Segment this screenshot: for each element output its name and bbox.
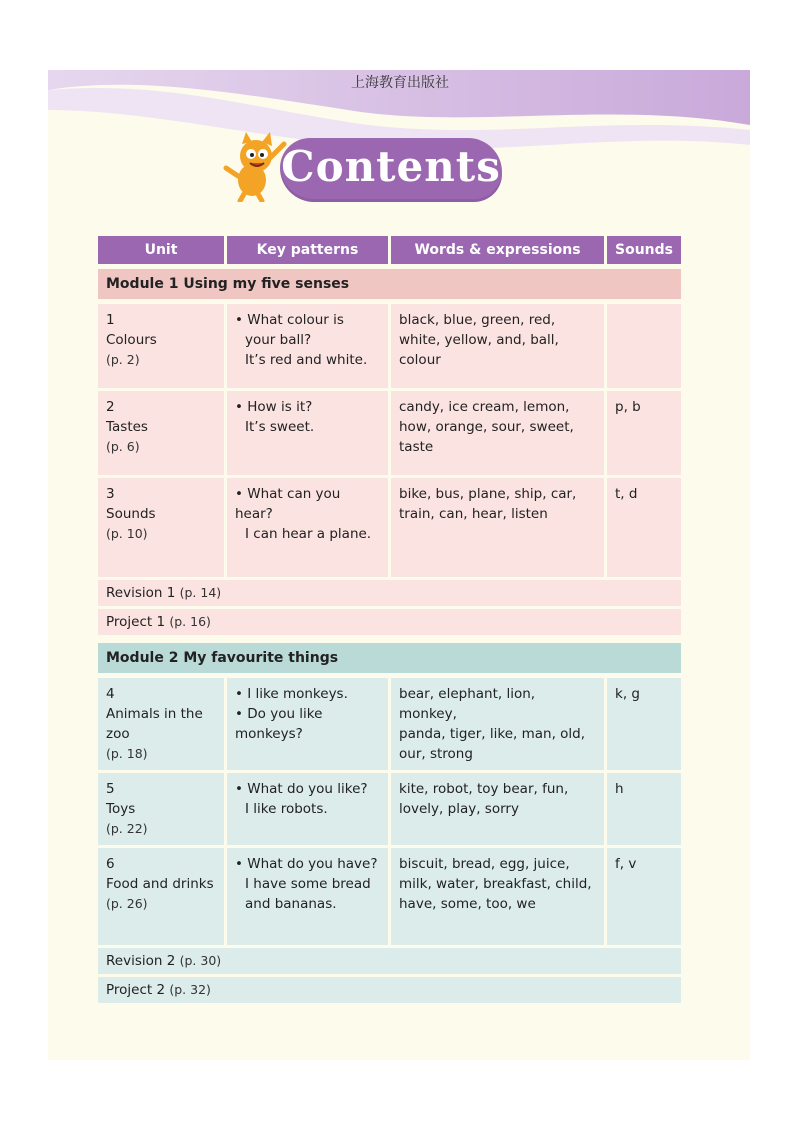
words-line: how, orange, sour, sweet,	[399, 419, 574, 435]
words-line: our, strong	[399, 746, 473, 762]
words-cell	[391, 304, 607, 391]
table-row	[98, 848, 681, 948]
project-row	[98, 609, 681, 638]
revision-label: Revision 2	[106, 953, 176, 969]
table-row	[98, 773, 681, 848]
unit-cell	[98, 773, 227, 848]
unit-number: 2	[106, 399, 115, 415]
revision-entry	[98, 580, 681, 609]
project-row	[98, 977, 681, 1006]
unit-cell	[98, 391, 227, 478]
sounds-cell: k, g	[607, 678, 681, 773]
unit-number: 3	[106, 486, 115, 502]
project-entry	[98, 977, 681, 1006]
pattern-line: • Do you like monkeys?	[235, 706, 323, 742]
pattern-line: I can hear a plane.	[245, 526, 372, 542]
unit-page: (p. 2)	[106, 352, 140, 367]
column-header-key-patterns: Key patterns	[227, 236, 391, 264]
table-row	[98, 304, 681, 391]
revision-page: (p. 30)	[179, 953, 222, 968]
unit-number: 6	[106, 856, 115, 872]
unit-cell	[98, 848, 227, 948]
words-line: bear, elephant, lion, monkey,	[399, 686, 536, 722]
unit-name: Colours	[106, 332, 157, 348]
words-cell	[391, 391, 607, 478]
unit-page: (p. 6)	[106, 439, 140, 454]
words-line: bike, bus, plane, ship, car,	[399, 486, 577, 502]
page-title: Contents	[281, 142, 501, 191]
pattern-line: It’s red and white.	[245, 352, 368, 368]
pattern-line: • What do you have?	[235, 856, 378, 872]
unit-name: Toys	[106, 801, 136, 817]
key-patterns-cell	[227, 391, 391, 478]
key-patterns-cell	[227, 773, 391, 848]
column-header-words: Words & expressions	[391, 236, 607, 264]
unit-page: (p. 10)	[106, 526, 148, 541]
column-header-unit: Unit	[98, 236, 227, 264]
key-patterns-cell	[227, 848, 391, 948]
project-entry	[98, 609, 681, 638]
module-heading: Module 1 Using my five senses	[98, 269, 681, 299]
key-patterns-cell	[227, 304, 391, 391]
table-row	[98, 391, 681, 478]
pattern-line: • What do you like?	[235, 781, 368, 797]
project-label: Project 1	[106, 614, 166, 630]
unit-page: (p. 22)	[106, 821, 148, 836]
words-line: taste	[399, 439, 434, 455]
unit-cell	[98, 478, 227, 580]
project-page: (p. 16)	[169, 614, 211, 629]
module-heading-row	[98, 269, 681, 299]
contents-table	[98, 236, 681, 1006]
words-line: candy, ice cream, lemon,	[399, 399, 570, 415]
words-cell	[391, 773, 607, 848]
unit-number: 5	[106, 781, 115, 797]
project-page: (p. 32)	[169, 982, 211, 997]
words-line: train, can, hear, listen	[399, 506, 548, 522]
unit-cell	[98, 304, 227, 391]
key-patterns-cell	[227, 678, 391, 773]
pattern-line: • I like monkeys.	[235, 686, 348, 702]
unit-name: Animals in the	[106, 706, 203, 722]
pattern-line: • How is it?	[235, 399, 313, 415]
project-label: Project 2	[106, 982, 166, 998]
pattern-line: • What colour is	[235, 312, 344, 328]
table-row	[98, 478, 681, 580]
words-line: kite, robot, toy bear, fun,	[399, 781, 569, 797]
pattern-line: your ball?	[245, 332, 312, 348]
words-line: lovely, play, sorry	[399, 801, 519, 817]
unit-name: Food and drinks	[106, 876, 214, 892]
words-line: colour	[399, 352, 441, 368]
words-cell	[391, 848, 607, 948]
contents-title-badge	[280, 138, 502, 202]
revision-row	[98, 580, 681, 609]
unit-name: zoo	[106, 726, 130, 742]
key-patterns-cell	[227, 478, 391, 580]
publisher-name: 上海教育出版社	[351, 75, 449, 91]
revision-page: (p. 14)	[179, 585, 222, 600]
pattern-line: and bananas.	[245, 896, 337, 912]
words-line: panda, tiger, like, man, old,	[399, 726, 586, 742]
pattern-line: I have some bread	[245, 876, 371, 892]
sounds-cell: f, v	[607, 848, 681, 948]
sounds-cell	[607, 304, 681, 391]
column-header-sounds: Sounds	[607, 236, 681, 264]
revision-entry	[98, 948, 681, 977]
table-header-row	[98, 236, 681, 264]
sounds-cell: p, b	[607, 391, 681, 478]
table-row	[98, 678, 681, 773]
unit-page: (p. 26)	[106, 896, 148, 911]
pattern-line: I like robots.	[245, 801, 328, 817]
revision-row	[98, 948, 681, 977]
unit-page: (p. 18)	[106, 746, 148, 761]
sounds-cell: t, d	[607, 478, 681, 580]
sounds-cell: h	[607, 773, 681, 848]
words-line: biscuit, bread, egg, juice,	[399, 856, 570, 872]
unit-number: 1	[106, 312, 115, 328]
module-heading: Module 2 My favourite things	[98, 643, 681, 673]
words-cell	[391, 678, 607, 773]
words-line: black, blue, green, red,	[399, 312, 556, 328]
words-cell	[391, 478, 607, 580]
pattern-line: It’s sweet.	[245, 419, 315, 435]
unit-cell	[98, 678, 227, 773]
words-line: white, yellow, and, ball,	[399, 332, 559, 348]
module-heading-row	[98, 643, 681, 673]
words-line: milk, water, breakfast, child,	[399, 876, 592, 892]
pattern-line: • What can you hear?	[235, 486, 341, 522]
revision-label: Revision 1	[106, 585, 176, 601]
unit-name: Tastes	[106, 419, 148, 435]
unit-number: 4	[106, 686, 115, 702]
unit-name: Sounds	[106, 506, 156, 522]
words-line: have, some, too, we	[399, 896, 536, 912]
